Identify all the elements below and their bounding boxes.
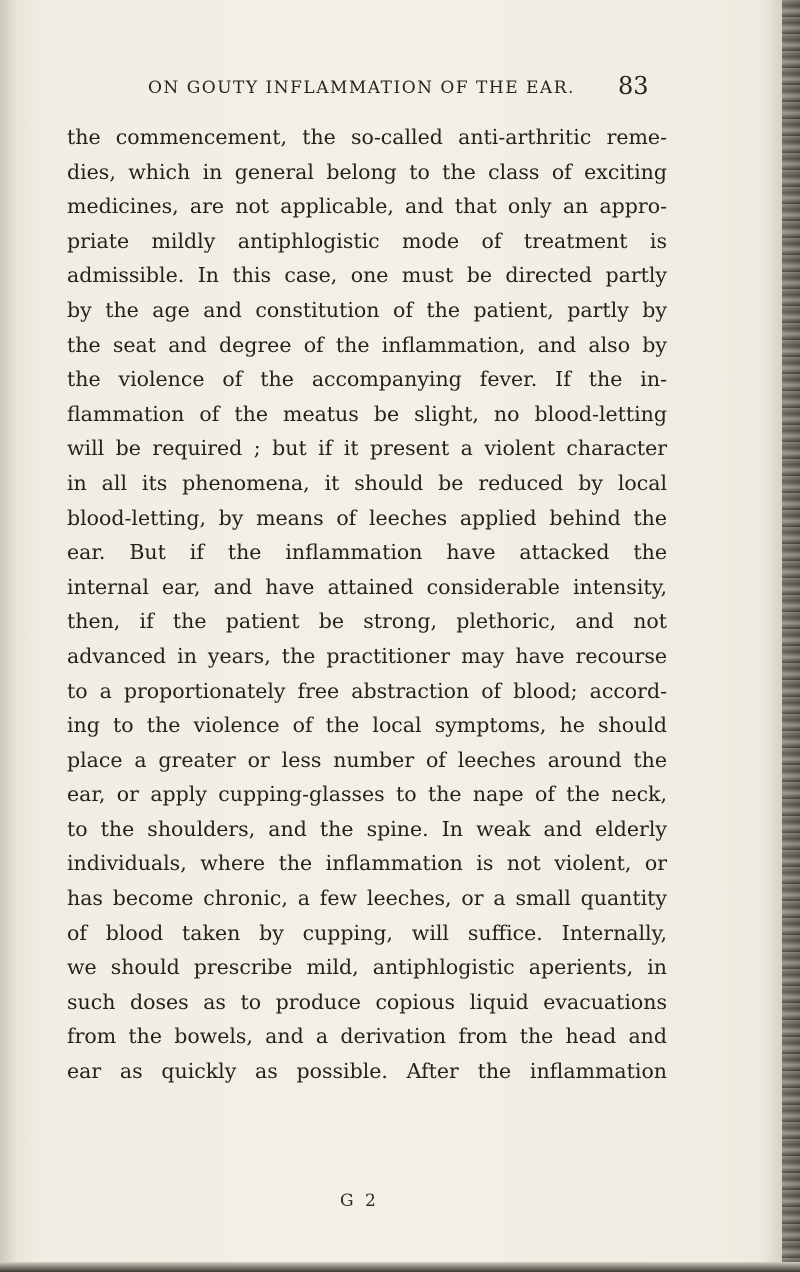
text-line: from the bowels, and a derivation from the head and (67, 1024, 667, 1049)
text-line: such doses as to produce copious liquid evacuations (67, 989, 667, 1014)
text-line: to a proportionately free abstraction of blood; accord- (67, 678, 667, 703)
text-line: of blood taken by cupping, will suffice. Internally, (67, 920, 667, 945)
text-line: advanced in years, the practitioner may have recourse (67, 643, 667, 668)
text-line: place a greater or less number of leeches around the (67, 747, 667, 772)
text-line: then, if the patient be strong, plethoric, and not (67, 609, 667, 634)
text-line: internal ear, and have attained considerable intensity, (67, 574, 667, 599)
text-line: dies, which in general belong to the class of exciting (67, 159, 667, 184)
page-bottom-edge (0, 1262, 800, 1272)
text-line: has become chronic, a few leeches, or a small quantity (67, 886, 667, 911)
text-line: admissible. In this case, one must be directed partly (67, 263, 667, 288)
text-line: ear as quickly as possible. After the inflammation (67, 1059, 667, 1084)
text-line: ear. But if the inflammation have attacked the (67, 540, 667, 565)
text-line: to the shoulders, and the spine. In weak and elderly (67, 816, 667, 841)
text-line: will be required ; but if it present a violent character (67, 436, 667, 461)
text-line: ear, or apply cupping-glasses to the nape of the neck, (67, 782, 667, 807)
text-line: the commencement, the so-called anti-arthritic reme- (67, 125, 667, 149)
page-number: 83 (618, 72, 649, 100)
text-line: in all its phenomena, it should be reduced by local (67, 470, 667, 495)
running-header: ON GOUTY INFLAMMATION OF THE EAR. (148, 78, 575, 98)
page-edge (782, 0, 800, 1272)
signature-mark: G 2 (340, 1191, 379, 1211)
text-line: blood-letting, by means of leeches applied behind the (67, 505, 667, 530)
body-text (67, 120, 667, 1089)
text-line: the seat and degree of the inflammation, and also by (67, 332, 667, 357)
text-line: the violence of the accompanying fever. If the in- (67, 367, 667, 392)
text-line: flammation of the meatus be slight, no blood-letting (67, 401, 667, 426)
text-line: priate mildly antiphlogistic mode of treatment is (67, 228, 667, 253)
text-line: medicines, are not applicable, and that only an appro- (67, 194, 667, 219)
text-line: ing to the violence of the local symptoms, he should (67, 713, 667, 738)
text-line: individuals, where the inflammation is not violent, or (67, 851, 667, 876)
text-line: by the age and constitution of the patient, partly by (67, 297, 667, 322)
page-gutter (0, 0, 16, 1272)
text-line: we should prescribe mild, antiphlogistic aperients, in (67, 955, 667, 980)
